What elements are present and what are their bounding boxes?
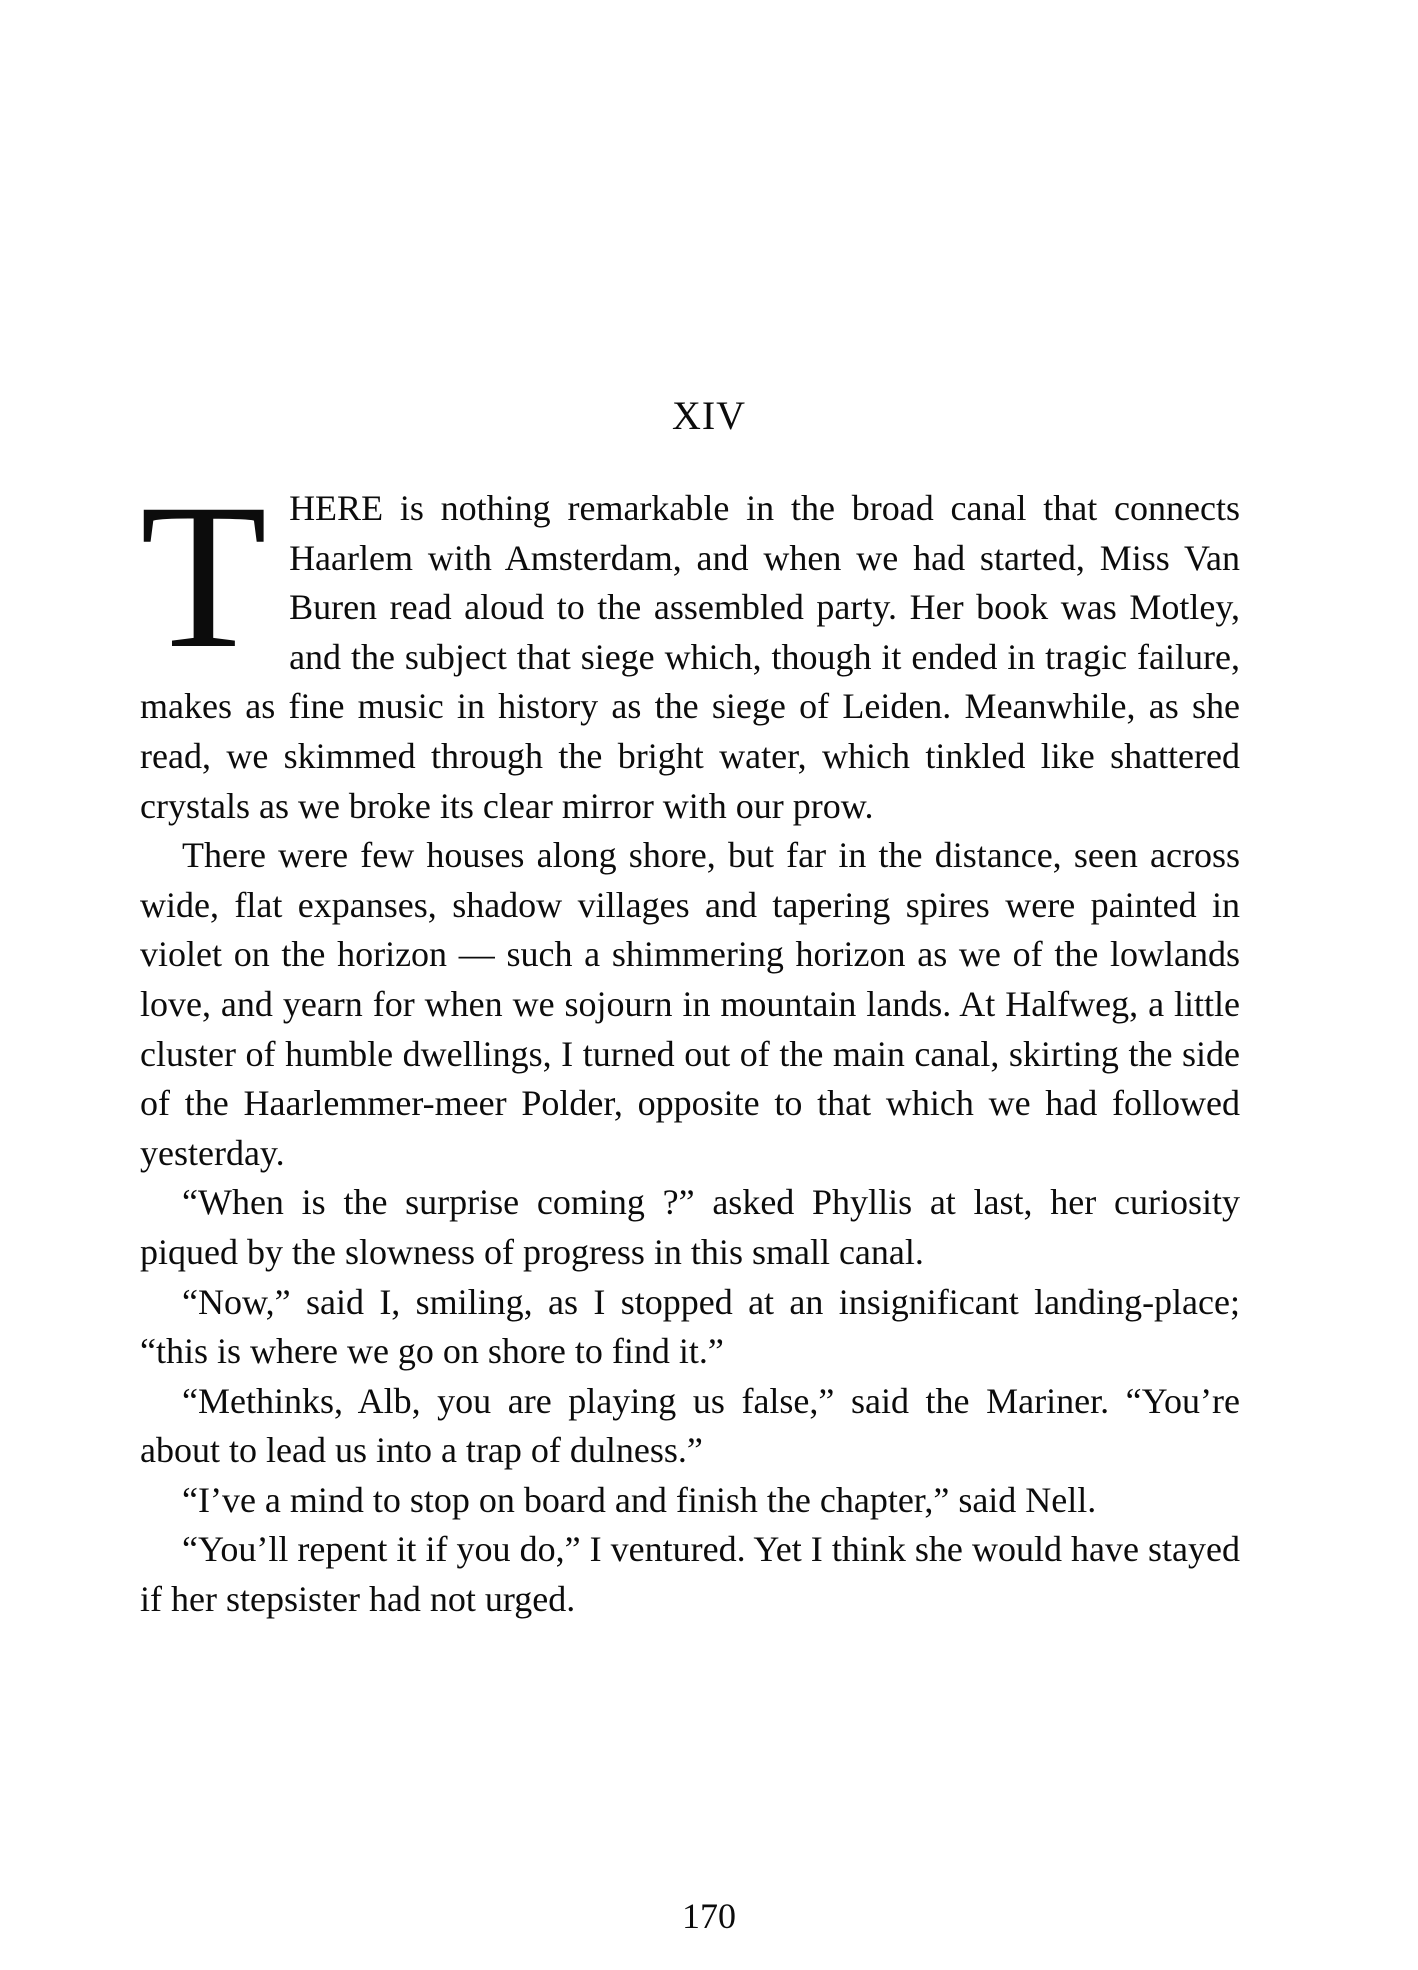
paragraph-4: “Now,” said I, smiling, as I stopped at an insignificant landing-place; “this is where we go on shore to find it.” (140, 1281, 1240, 1372)
drop-cap: T (140, 461, 268, 691)
page-number: 170 (682, 1896, 736, 1936)
paragraph-6: “I’ve a mind to stop on board and finish the chapter,” said Nell. (182, 1479, 1097, 1520)
paragraph-3: “When is the surprise coming ?” asked Phyllis at last, her curiosity piqued by the slowness of progress in this small canal. (140, 1182, 1240, 1272)
body-text (140, 461, 1240, 1625)
paragraph-5: “Methinks, Alb, you are playing us false,” said the Mariner. “You’re about to lead us into a trap of dulness.” (140, 1380, 1240, 1471)
chapter-heading: XIV (671, 393, 747, 438)
paragraph-2: There were few houses along shore, but far in the distance, seen across wide, flat expanses, shadow villages and tapering spires were painted in violet on the horizon — such a shimmering horizon as we of the lowlands love, and yearn for when we sojourn in mountain lands. At Halfweg, a little cluster of humble dwellings, I turned out of the main canal, skirting the side of the Haarlemmer-meer Polder, opposite to that which we had followed yesterday. (140, 835, 1240, 1173)
paragraph-1-text: HERE is nothing remarkable in the broad canal that connects Haarlem with Amsterdam, and when we had started, Miss Van Buren read aloud to the assembled party. Her book was Motley, and the subject that siege which, though it ended in tragic failure, makes as fine music in history as the siege of Leiden. Meanwhile, as she read, we skimmed through the bright water, which tinkled like shattered crystals as we broke its clear mirror with our prow. (140, 488, 1240, 826)
paragraph-7: “You’ll repent it if you do,” I ventured. Yet I think she would have stayed if her stepsister had not urged. (140, 1529, 1240, 1620)
paragraph-1 (140, 461, 1240, 831)
